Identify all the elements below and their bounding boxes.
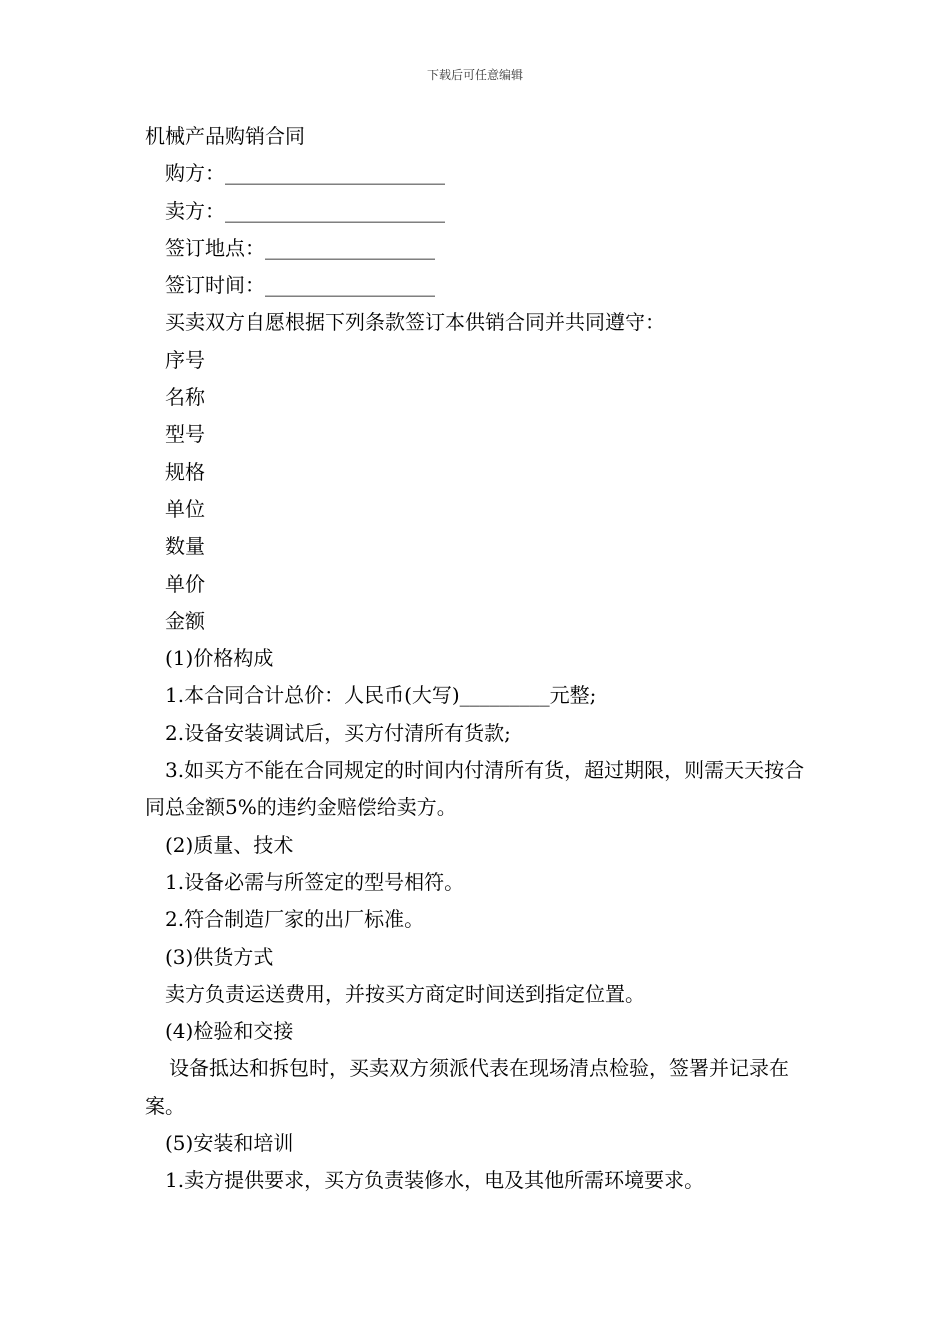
section-heading: (4)检验和交接 xyxy=(165,1019,294,1044)
section-heading: (3)供货方式 xyxy=(165,944,274,969)
section-heading: (1)价格构成 xyxy=(165,646,274,671)
sign-time-field: 签订时间：_________________ xyxy=(165,273,435,298)
seller-field: 卖方：______________________ xyxy=(165,198,445,223)
table-header-item: 单位 xyxy=(165,496,205,521)
table-header-item: 序号 xyxy=(165,347,205,372)
contract-document xyxy=(145,118,810,1200)
table-header-item: 型号 xyxy=(165,422,205,447)
section-item: 1.设备必需与所签定的型号相符。 xyxy=(165,869,465,894)
section-text: 卖方负责运送费用，并按买方商定时间送到指定位置。 xyxy=(165,981,645,1006)
section-heading: (2)质量、技术 xyxy=(165,832,294,857)
table-header-item: 单价 xyxy=(165,571,205,596)
section-heading: (5)安装和培训 xyxy=(165,1131,294,1156)
table-header-item: 规格 xyxy=(165,459,205,484)
section-item: 3.如买方不能在合同规定的时间内付清所有货，超过期限，则需天天按合同总金额5%的违约金赔偿给卖方。 xyxy=(145,758,805,820)
section-item: 1.卖方提供要求，买方负责装修水，电及其他所需环境要求。 xyxy=(165,1168,705,1193)
page-header-note: 下载后可任意编辑 xyxy=(426,68,523,82)
section-text: 设备抵达和拆包时，买卖双方须派代表在现场清点检验，签署并记录在案。 xyxy=(145,1056,789,1118)
section-item: 2.符合制造厂家的出厂标准。 xyxy=(165,907,425,932)
intro-paragraph: 买卖双方自愿根据下列条款签订本供销合同并共同遵守： xyxy=(165,310,665,335)
buyer-field: 购方：______________________ xyxy=(165,161,445,186)
table-header-item: 数量 xyxy=(165,534,205,559)
section-item: 2.设备安装调试后，买方付清所有货款; xyxy=(165,720,511,745)
document-title: 机械产品购销合同 xyxy=(145,124,305,148)
section-item: 1.本合同合计总价：人民币(大写)_________元整; xyxy=(165,683,597,708)
table-header-item: 名称 xyxy=(165,385,205,410)
sign-place-field: 签订地点：_________________ xyxy=(165,235,435,260)
table-header-item: 金额 xyxy=(165,608,205,633)
